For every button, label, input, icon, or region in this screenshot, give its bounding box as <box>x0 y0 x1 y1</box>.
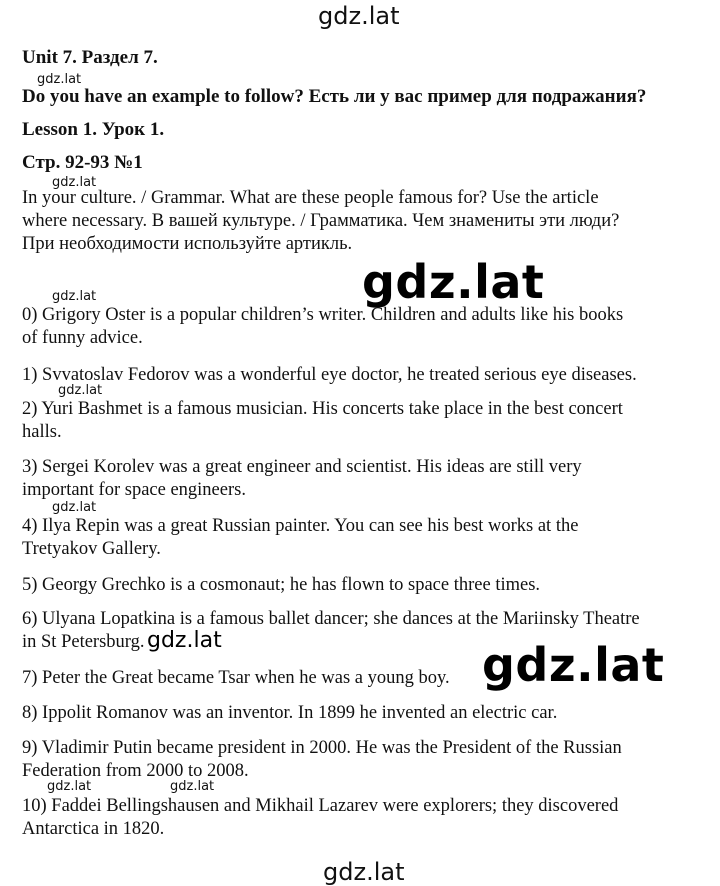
answer-10-line-1: 10) Faddei Bellingshausen and Mikhail Lazarev were explorers; they discovered <box>22 796 619 816</box>
task-line-1: In your culture. / Grammar. What are these people famous for? Use the article <box>22 188 599 208</box>
answer-9-line-2: Federation from 2000 to 2008. <box>22 761 249 781</box>
watermark-mid: gdz.lat <box>147 628 222 653</box>
lesson-title: Lesson 1. Урок 1. <box>22 119 165 140</box>
answer-9-line-1: 9) Vladimir Putin became president in 2000. He was the President of the Russian <box>22 738 622 758</box>
answer-10-line-2: Antarctica in 1820. <box>22 819 165 839</box>
answer-2-line-1: 2) Yuri Bashmet is a famous musician. His concerts take place in the best concert <box>22 399 623 419</box>
answer-4-line-2: Tretyakov Gallery. <box>22 539 161 559</box>
answer-1-line-1: 1) Svvatoslav Fedorov was a wonderful eye doctor, he treated serious eye diseases. <box>22 365 637 385</box>
answer-0-line-2: of funny advice. <box>22 328 143 348</box>
unit-question: Do you have an example to follow? Есть ли у вас пример для подражания? <box>22 86 647 107</box>
watermark-top: gdz.lat <box>318 2 400 30</box>
answer-2-line-2: halls. <box>22 422 62 442</box>
watermark-small: gdz.lat <box>47 779 92 794</box>
answer-0-line-1: 0) Grigory Oster is a popular children’s writer. Children and adults like his books <box>22 305 624 325</box>
task-line-2: where necessary. В вашей культуре. / Грамматика. Чем знамениты эти люди? <box>22 211 620 231</box>
answer-8-line-1: 8) Ippolit Romanov was an inventor. In 1899 he invented an electric car. <box>22 703 558 723</box>
watermark-small: gdz.lat <box>170 779 215 794</box>
answer-3-line-1: 3) Sergei Korolev was a great engineer and scientist. His ideas are still very <box>22 457 582 477</box>
answer-7-line-1: 7) Peter the Great became Tsar when he was a young boy. <box>22 668 450 688</box>
watermark-bottom: gdz.lat <box>323 858 405 886</box>
watermark-small: gdz.lat <box>52 500 97 515</box>
watermark-big: gdz.lat <box>362 255 545 309</box>
answer-6-line-2: in St Petersburg. <box>22 632 145 652</box>
watermark-small: gdz.lat <box>52 289 97 304</box>
watermark-big: gdz.lat <box>482 638 665 692</box>
answer-3-line-2: important for space engineers. <box>22 480 246 500</box>
watermark-small: gdz.lat <box>52 175 97 190</box>
answer-4-line-1: 4) Ilya Repin was a great Russian painter. You can see his best works at the <box>22 516 579 536</box>
unit-title: Unit 7. Раздел 7. <box>22 47 158 68</box>
watermark-small: gdz.lat <box>37 72 82 87</box>
watermark-small: gdz.lat <box>58 383 103 398</box>
answer-6-line-1: 6) Ulyana Lopatkina is a famous ballet dancer; she dances at the Mariinsky Theatre <box>22 609 640 629</box>
answer-5-line-1: 5) Georgy Grechko is a cosmonaut; he has flown to space three times. <box>22 575 541 595</box>
task-line-3: При необходимости используйте артикль. <box>22 234 353 254</box>
page-number: Стр. 92-93 №1 <box>22 152 143 173</box>
